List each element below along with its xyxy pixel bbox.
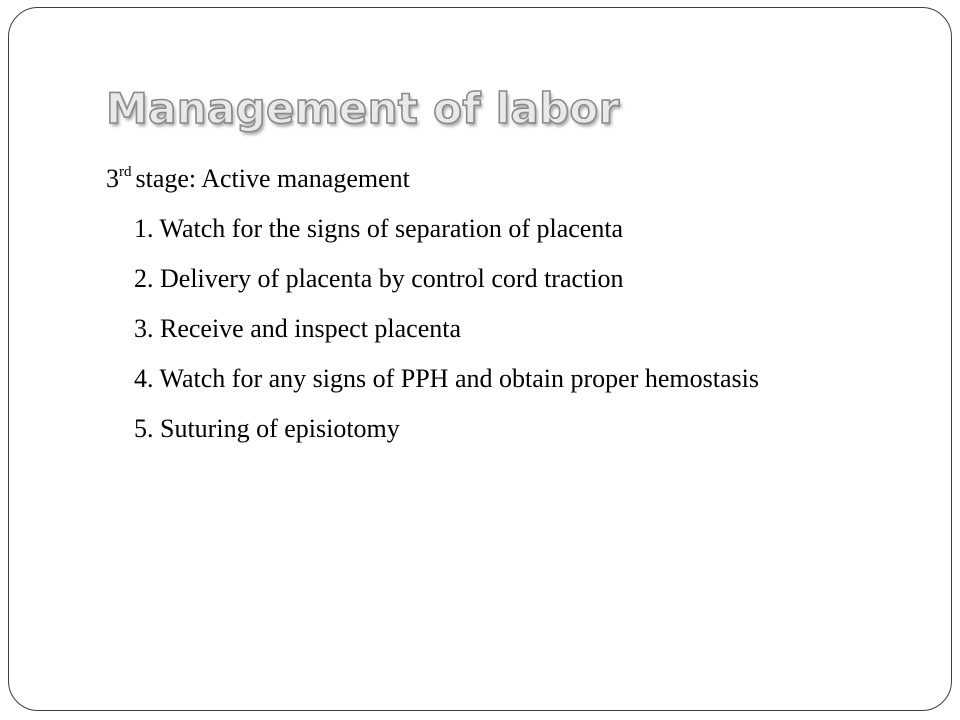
step-4: 4. Watch for any signs of PPH and obtain proper hemostasis	[134, 364, 759, 393]
step-2: 2. Delivery of placenta by control cord traction	[134, 264, 624, 293]
stage-number: 3	[106, 164, 119, 193]
slide-title: Management of labor	[106, 84, 620, 133]
step-1: 1. Watch for the signs of separation of placenta	[134, 214, 624, 243]
stage-heading-text: stage: Active management	[135, 164, 410, 193]
stage-ordinal-suffix: rd	[119, 164, 132, 180]
step-3: 3. Receive and inspect placenta	[134, 314, 462, 343]
stage-heading	[106, 154, 759, 204]
step-5: 5. Suturing of episiotomy	[134, 414, 400, 443]
slide-body	[106, 154, 759, 454]
